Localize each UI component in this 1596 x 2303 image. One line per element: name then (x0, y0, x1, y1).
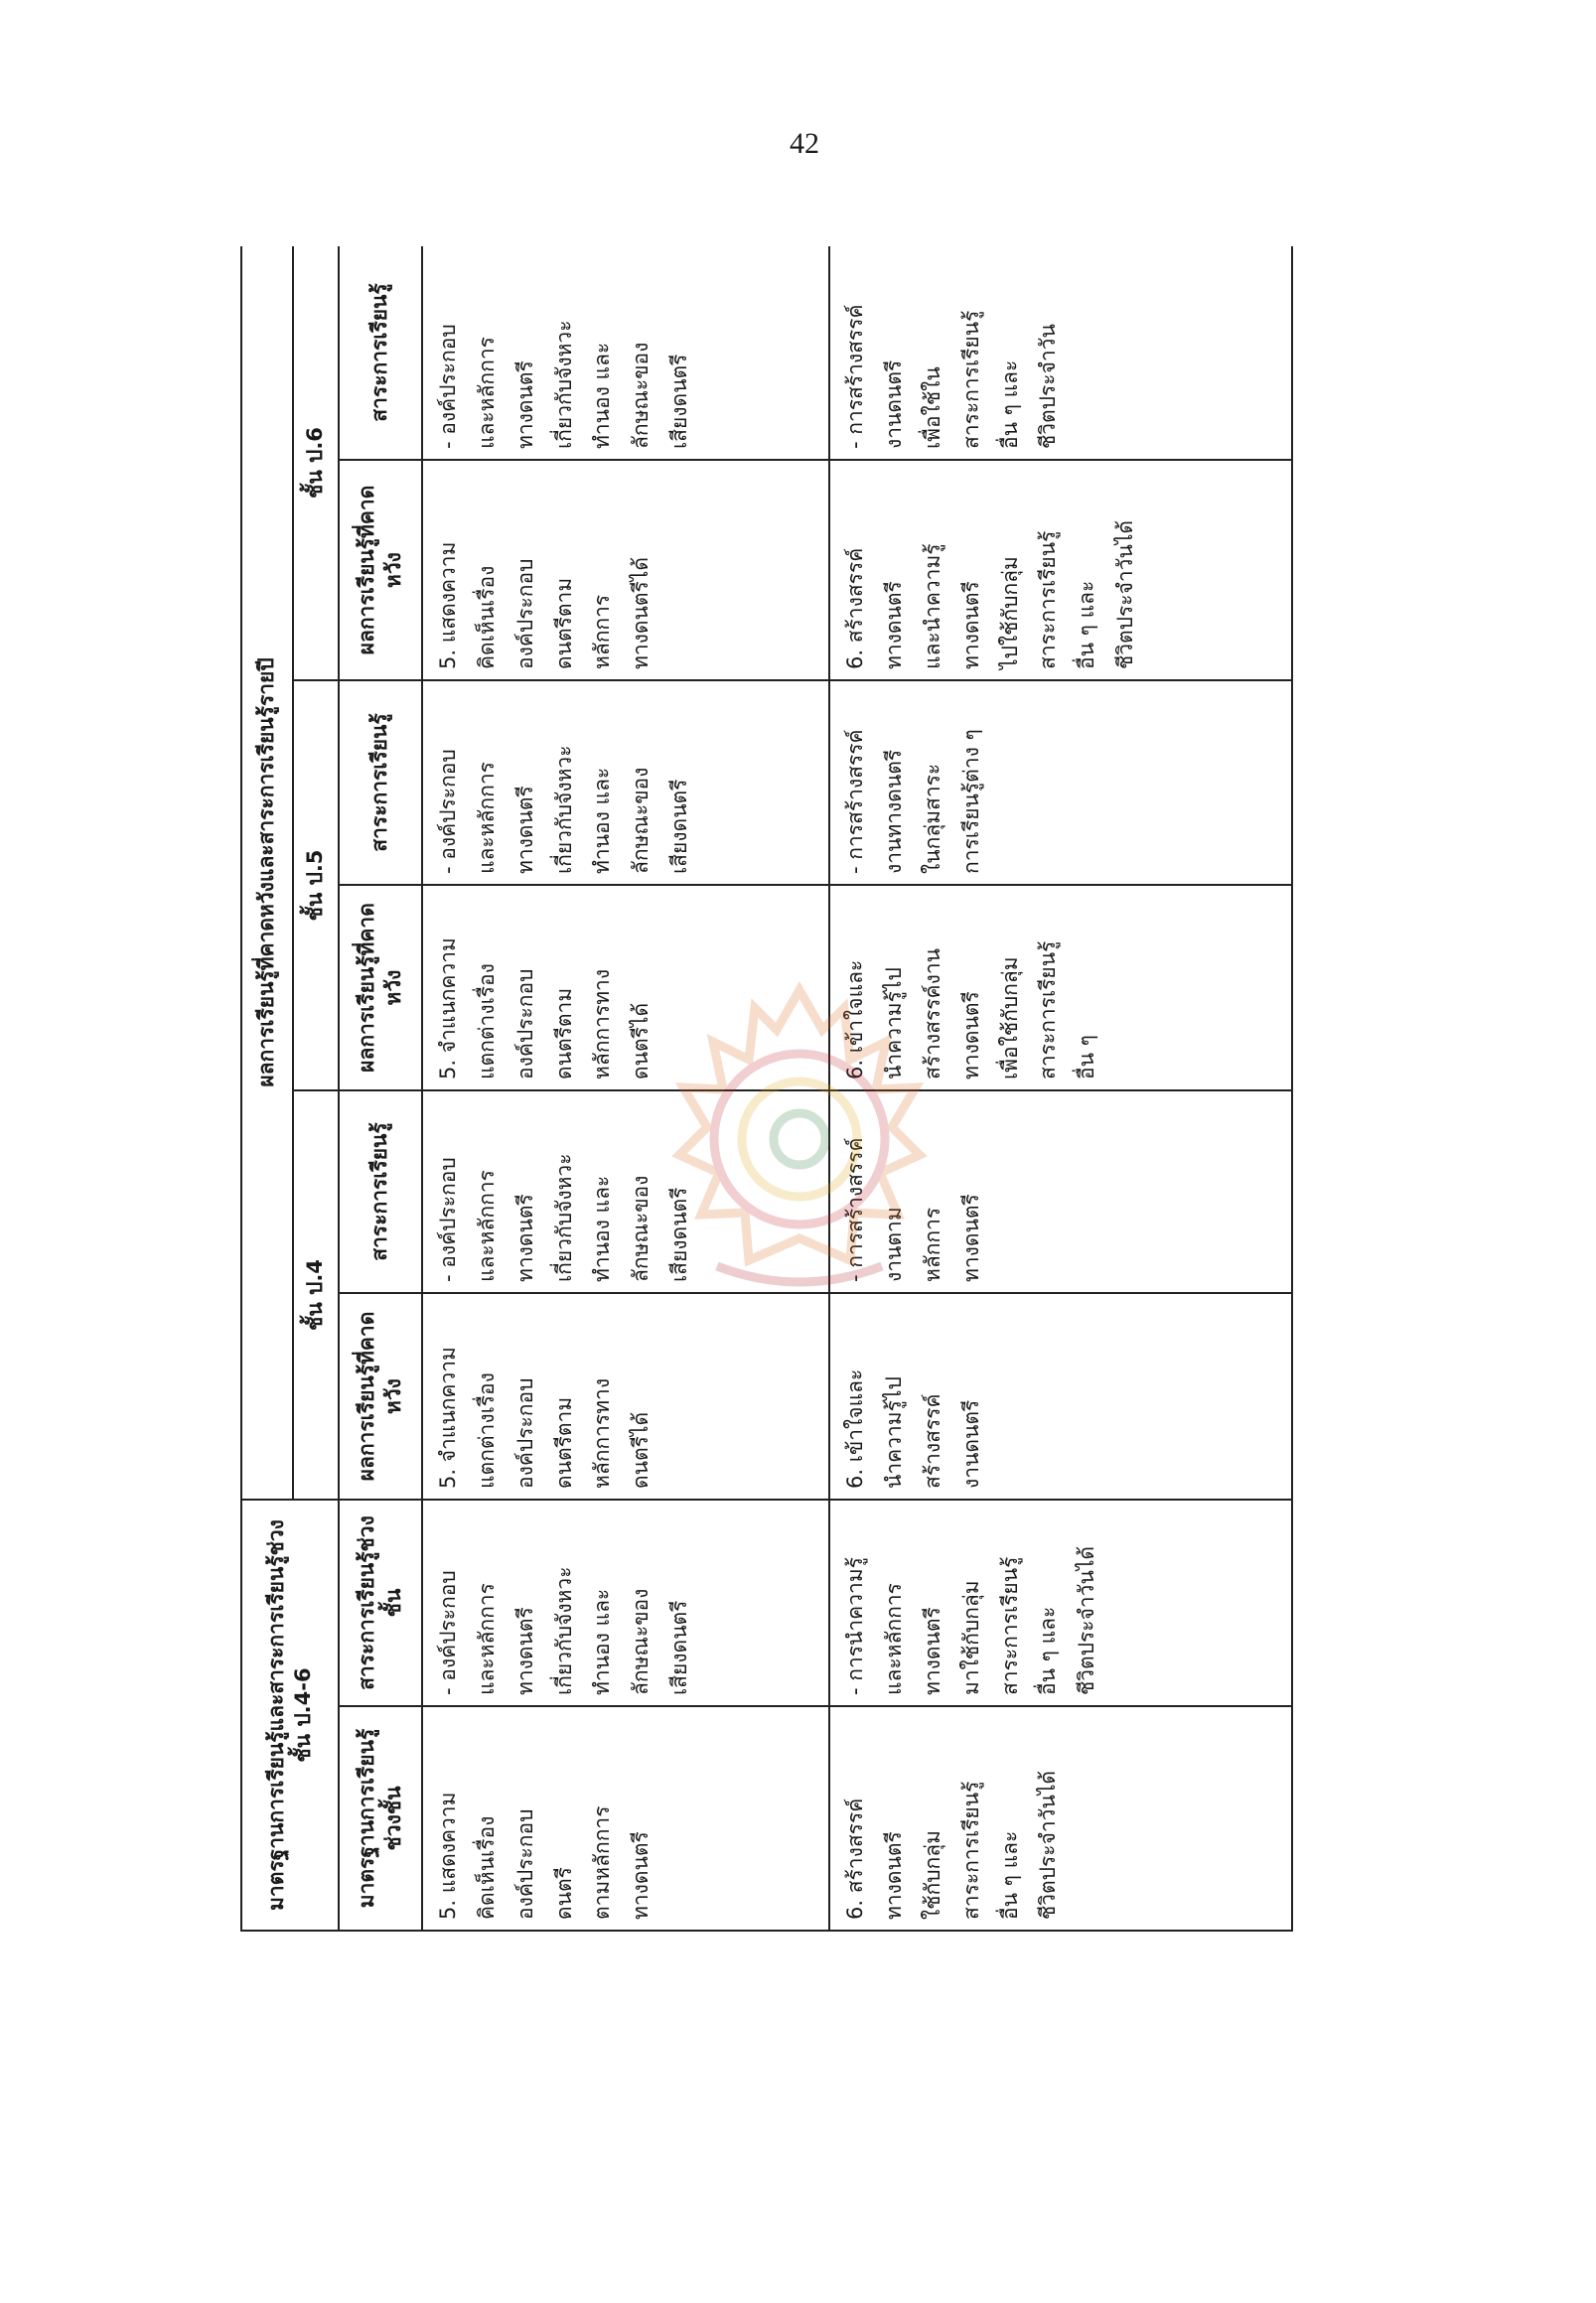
cell-line: ดนตรีตาม (551, 1396, 576, 1489)
cell-line: คิดเห็นเรื่อง (474, 1815, 499, 1920)
cell-line: และหลักการ (474, 337, 499, 449)
p6-content-cell (829, 246, 1292, 460)
cell-line: ทางดนตรี (512, 786, 537, 874)
cell-line: หลักการ (920, 1207, 944, 1282)
cell-line: ทำนอง และ (590, 342, 615, 449)
table-row (829, 246, 1292, 1931)
cell-line: ทางดนตรี (920, 1607, 944, 1695)
cell-line: ทางดนตรี (958, 1194, 983, 1282)
cell-line: 6. เข้าใจและ (843, 959, 868, 1080)
cell-line: มาใช้กับกลุ่ม (958, 1580, 983, 1695)
column-header: สาระการเรียนรู้ (339, 1090, 422, 1293)
curriculum-table (240, 246, 1293, 1932)
cell-line: เสียงดนตรี (667, 779, 692, 874)
cell-line: แตกต่างเรื่อง (474, 1372, 499, 1489)
cell-line: ทางดนตรี (958, 991, 983, 1080)
cell-line: ลักษณะของ (629, 767, 653, 874)
cell-line: ทำนอง และ (590, 1175, 615, 1282)
cell-line: และหลักการ (881, 1583, 906, 1695)
cell-line: - องค์ประกอบ (436, 1157, 460, 1282)
cell-line: อื่น ๆ และ (997, 360, 1022, 449)
grade-header-p4: ชั้น ป.4 (293, 1090, 339, 1500)
cell-line: การเรียนรู้ต่าง ๆ (958, 729, 983, 874)
cell-line: ทางดนตรี (512, 360, 537, 449)
p6-outcome-cell (422, 460, 829, 680)
cell-line: ในกลุ่มสาระ (920, 763, 944, 874)
cell-line: 5. แสดงความ (436, 1792, 460, 1920)
cell-line: ลักษณะของ (629, 342, 653, 449)
table-row (422, 246, 829, 1931)
cell-line: ทางดนตรี (512, 1607, 537, 1695)
cell-line: - องค์ประกอบ (436, 749, 460, 874)
cell-line: - การสร้างสรรค์ (843, 1137, 868, 1282)
cell-line: หลักการทาง (590, 1377, 615, 1489)
cell-line: นำความรู้ไป (881, 1376, 906, 1489)
cell-line: - การสร้างสรรค์ (843, 729, 868, 874)
cell-line: 6. สร้างสรรค์ (843, 1798, 868, 1920)
cell-line: องค์ประกอบ (512, 1808, 537, 1920)
table-body (422, 246, 1292, 1931)
cell-line: และหลักการ (474, 762, 499, 874)
p6-content-cell (422, 246, 829, 460)
p5-outcome-cell (422, 885, 829, 1090)
cell-line: สร้างสรรค์งาน (920, 948, 944, 1080)
p4-content-cell (829, 1090, 1292, 1293)
column-header: มาตรฐานการเรียนรู้ช่วงชั้น (339, 1706, 422, 1931)
cell-line: - การนำความรู้ (843, 1557, 868, 1695)
p4-content-cell (422, 1090, 829, 1293)
p5-content-cell (422, 680, 829, 885)
p5-content-cell (829, 680, 1292, 885)
column-header: ผลการเรียนรู้ที่คาดหวัง (339, 885, 422, 1090)
cell-line: สร้างสรรค์ (920, 1393, 944, 1489)
standard-cell (422, 1706, 829, 1931)
column-header: สาระการเรียนรู้ช่วงชั้น (339, 1500, 422, 1706)
cell-line: 6. เข้าใจและ (843, 1368, 868, 1489)
cell-line: งานดนตรี (958, 1399, 983, 1489)
cell-line: ชีวิตประจำวัน (1036, 324, 1061, 449)
cell-line: เกี่ยวกับจังหวะ (551, 1153, 576, 1282)
cell-line: ทางดนตรี (958, 581, 983, 669)
standard-cell (829, 1706, 1292, 1931)
cell-line: ทำนอง และ (590, 1588, 615, 1695)
cell-line: ดนตรีได้ (629, 1411, 653, 1489)
cell-line: ชีวิตประจำวันได้ (1036, 1770, 1061, 1920)
p6-outcome-cell (829, 460, 1292, 680)
cell-line: ทางดนตรี (512, 1194, 537, 1282)
cell-line: งานดนตรี (881, 360, 906, 449)
cell-line: เพื่อใช้ใน (920, 366, 944, 449)
cell-line: ลักษณะของ (629, 1588, 653, 1695)
cell-line: และนำความรู้ (920, 543, 944, 669)
column-header: ผลการเรียนรู้ที่คาดหวัง (339, 460, 422, 680)
column-header: สาระการเรียนรู้ (339, 680, 422, 885)
cell-line: ใช้กับกลุ่ม (920, 1830, 944, 1920)
cell-line: สาระการเรียนรู้ (1036, 940, 1061, 1080)
cell-line: 5. จำแนกความ (436, 937, 460, 1080)
cell-line: หลักการทาง (590, 968, 615, 1080)
cell-line: งานทางดนตรี (881, 749, 906, 874)
cell-line: ทางดนตรีได้ (629, 557, 653, 669)
cell-line: ทางดนตรี (629, 1831, 653, 1920)
cell-line: องค์ประกอบ (512, 1377, 537, 1489)
group-header-standards: มาตรฐานการเรียนรู้และสาระการเรียนรู้ช่วงชั้น ป.4-6 (241, 1500, 339, 1931)
cell-line: เสียงดนตรี (667, 354, 692, 449)
cell-line: เกี่ยวกับจังหวะ (551, 320, 576, 449)
cell-line: ทำนอง และ (590, 767, 615, 874)
cell-line: สาระการเรียนรู้ (997, 1556, 1022, 1695)
cell-line: เกี่ยวกับจังหวะ (551, 745, 576, 874)
page-number: 42 (790, 127, 819, 160)
grade-header-p6: ชั้น ป.6 (293, 246, 339, 680)
cell-line: ชีวิตประจำวันได้ (1075, 1545, 1099, 1695)
p4-outcome-cell (422, 1293, 829, 1500)
p4-outcome-cell (829, 1293, 1292, 1500)
cell-line: หลักการ (590, 594, 615, 669)
cell-line: ลักษณะของ (629, 1175, 653, 1282)
group-header-outcomes: ผลการเรียนรู้ที่คาดหวังและสาระการเรียนรู้รายปี (241, 246, 293, 1500)
cell-line: นำความรู้ไป (881, 967, 906, 1080)
cell-line: อื่น ๆ และ (997, 1830, 1022, 1920)
cell-line: อื่น ๆ และ (1036, 1606, 1061, 1695)
column-header: ผลการเรียนรู้ที่คาดหวัง (339, 1293, 422, 1500)
cell-line: คิดเห็นเรื่อง (474, 565, 499, 669)
cell-line: และหลักการ (474, 1170, 499, 1282)
cell-line: ดนตรีตาม (551, 577, 576, 669)
cell-line: สาระการเรียนรู้ (1036, 530, 1061, 669)
p5-outcome-cell (829, 885, 1292, 1090)
cell-line: ดนตรีตาม (551, 987, 576, 1080)
cell-line: อื่น ๆ (1075, 1035, 1099, 1080)
cell-line: แตกต่างเรื่อง (474, 963, 499, 1080)
cell-line: องค์ประกอบ (512, 968, 537, 1080)
cell-line: ไปใช้กับกลุ่ม (997, 556, 1022, 669)
cell-line: ทางดนตรี (881, 1831, 906, 1920)
cell-line: 5. จำแนกความ (436, 1347, 460, 1489)
cell-line: เสียงดนตรี (667, 1187, 692, 1282)
cell-line: 6. สร้างสรรค์ (843, 547, 868, 669)
content-cell (422, 1500, 829, 1706)
cell-line: สาระการเรียนรู้ (958, 1781, 983, 1920)
cell-line: งานตาม (881, 1207, 906, 1282)
cell-line: สาระการเรียนรู้ (958, 310, 983, 449)
cell-line: ชีวิตประจำวันได้ (1113, 519, 1138, 669)
cell-line: ดนตรีได้ (629, 1002, 653, 1080)
cell-line: เกี่ยวกับจังหวะ (551, 1566, 576, 1695)
cell-line: และหลักการ (474, 1583, 499, 1695)
cell-line: ตามหลักการ (590, 1805, 615, 1920)
cell-line: เสียงดนตรี (667, 1600, 692, 1695)
cell-line: ดนตรี (551, 1867, 576, 1920)
cell-line: - องค์ประกอบ (436, 1570, 460, 1695)
rotated-table-container (240, 246, 1293, 1932)
column-header: สาระการเรียนรู้ (339, 246, 422, 460)
cell-line: - องค์ประกอบ (436, 324, 460, 449)
cell-line: อื่น ๆ และ (1075, 580, 1099, 669)
grade-header-p5: ชั้น ป.5 (293, 680, 339, 1090)
content-cell (829, 1500, 1292, 1706)
cell-line: - การสร้างสรรค์ (843, 304, 868, 449)
cell-line: องค์ประกอบ (512, 558, 537, 669)
cell-line: ทางดนตรี (881, 581, 906, 669)
table-frame (240, 246, 1293, 1932)
cell-line: 5. แสดงความ (436, 541, 460, 669)
cell-line: เพื่อใช้กับกลุ่ม (997, 956, 1022, 1080)
